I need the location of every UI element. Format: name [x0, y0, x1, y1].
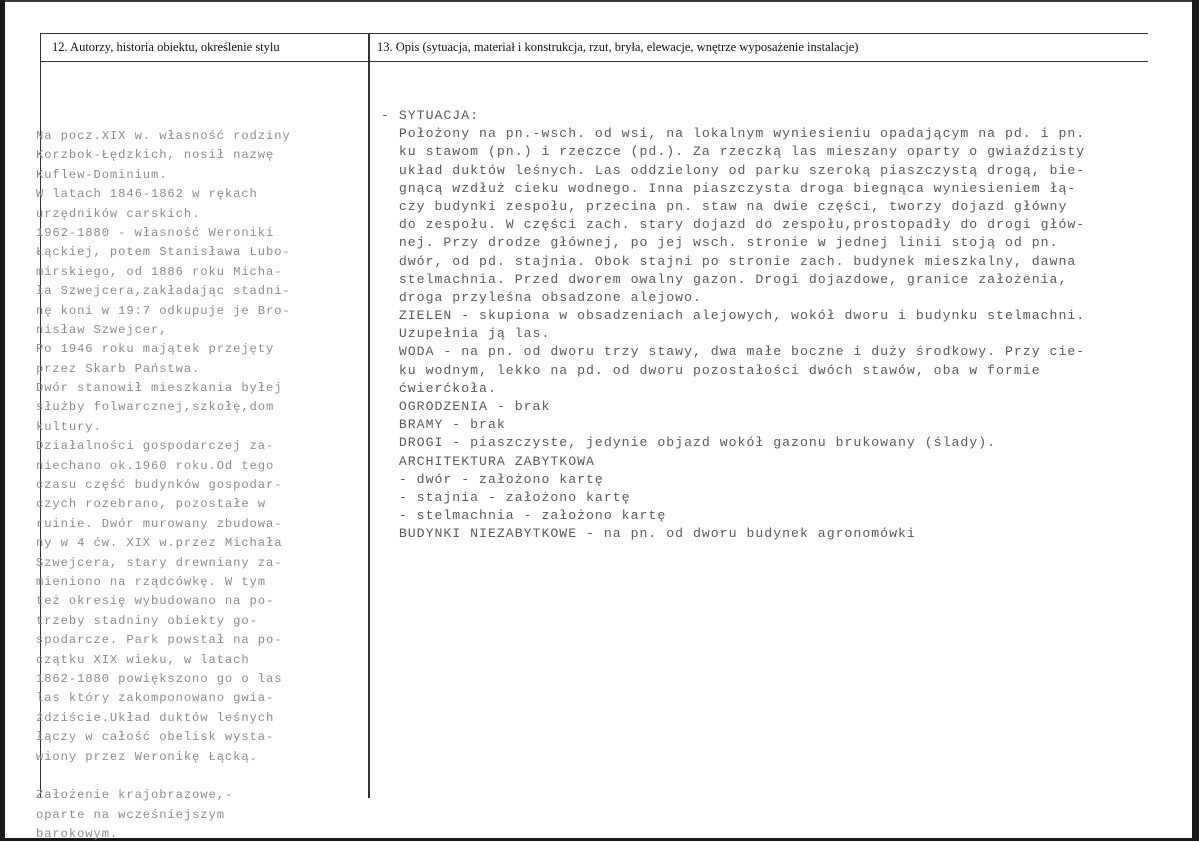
description-line: ARCHITEKTURA ZABYTKOWA — [381, 453, 595, 469]
page-edge-left — [0, 0, 5, 841]
history-line: urzędników carskich. — [36, 206, 201, 221]
history-line: czątku XIX wieku, w latach — [36, 652, 250, 667]
history-line: las który zakomponowano gwia- — [36, 691, 275, 706]
description-line: BUDYNKI NIEZABYTKOWE - na pn. od dworu budynek agronomówki — [381, 526, 916, 542]
description-line: Położony na pn.-wsch. od wsi, na lokalnym wyniesieniu opadającym na pd. i pn. — [381, 126, 1086, 142]
description-line: nej. Przy drodze głównej, po jej wsch. stronie w jednej linii stoją od pn. — [381, 235, 1059, 251]
description-line: do zespołu. W części zach. stary dojazd do zespołu,prostopadły do drogi głów- — [381, 217, 1086, 233]
history-line: Działalności gospodarczej za- — [36, 439, 275, 454]
history-line: ła Szwejcera,zakładając stadni- — [36, 284, 291, 299]
history-line: Na pocz.XIX w. własność rodziny — [36, 129, 291, 143]
description-line: - stajnia - założono kartę — [381, 489, 631, 505]
history-line: ździście.Układ duktów leśnych — [36, 710, 275, 725]
history-line: mieniono na rządcówkę. W tym — [36, 574, 266, 589]
history-line: Po 1946 roku majątek przejęty — [36, 342, 275, 357]
history-line: przez Skarb Państwa. — [36, 361, 201, 376]
history-line: też okresię wybudowano na po- — [36, 594, 275, 609]
column-divider — [368, 33, 370, 798]
history-line: Korzbok-Łędzkich, nosił nazwę — [36, 148, 275, 163]
description-line: ku wodnym, lekko na pd. od dworu pozostałości dwóch stawów, oba w formie — [381, 362, 1041, 378]
form-frame-top — [40, 33, 1148, 34]
description-line: ćwierćkoła. — [381, 380, 497, 396]
history-line: spodarcze. Park powstał na po- — [36, 633, 283, 648]
description-line: stelmachnia. Przed dworem owalny gazon. Drogi dojazdowe, granice założenia, — [381, 271, 1068, 287]
history-line: wiony przez Weronikę Łącką. — [36, 749, 258, 764]
page-edge-top — [0, 0, 1199, 2]
description-line: - dwór - założono kartę — [381, 471, 604, 487]
description-line: droga przyleśna obsadzone alejowo. — [381, 289, 702, 305]
page-edge-right — [1192, 0, 1199, 841]
header-rule — [40, 61, 1148, 62]
description-line: Uzupełnia ją las. — [381, 326, 551, 342]
history-line: łączy w całość obelisk wysta- — [36, 730, 275, 745]
history-line: ruinie. Dwór murowany zbudowa- — [36, 516, 283, 531]
description-line: OGRODZENIA - brak — [381, 399, 551, 414]
style-line: oparte na wcześniejszym — [36, 807, 225, 822]
history-line: ny w 4 ćw. XIX w.przez Michała — [36, 536, 283, 551]
paragraph-gap — [36, 767, 362, 786]
history-line: W latach 1846-1862 w rękach — [36, 187, 258, 202]
history-line: trzeby stadniny obiekty go- — [36, 613, 258, 628]
history-line: czych rozebrano, pozostałe w — [36, 497, 266, 512]
history-line: Kuflew-Dominium. — [36, 167, 168, 182]
history-line: czasu część budynków gospodar- — [36, 478, 283, 493]
style-line: barokowym. — [36, 827, 119, 842]
section-13-description-text — [381, 107, 1181, 544]
history-line: kultury. — [36, 419, 102, 434]
description-line: - stelmachnia - założono kartę — [381, 508, 667, 524]
section-12-history-text — [36, 127, 362, 844]
history-line: służby folwarcznej,szkołę,dom — [36, 400, 275, 415]
history-line: 1862-1880 powiększono go o las — [36, 671, 283, 686]
description-line: - SYTUACJA: — [381, 108, 480, 123]
section-12-header: 12. Autorzy, historia obiektu, określenie stylu — [52, 40, 280, 54]
history-line: Szwejcera, stary drewniany za- — [36, 555, 283, 570]
description-line: ku stawom (pn.) i rzeczce (pd.). Za rzeczką las mieszany oparty o gwiaździsty — [381, 144, 1086, 160]
history-line: 1962-1880 - własność Weroniki — [36, 225, 275, 240]
description-line: WODA - na pn. od dworu trzy stawy, dwa małe boczne i duży środkowy. Przy cie- — [381, 344, 1086, 360]
description-line: gnącą wzdłuż cieku wodnego. Inna piaszczysta droga biegnąca wyniesieniem łą- — [381, 180, 1077, 196]
description-line: DROGI - piaszczyste, jedynie objazd wokół gazonu brukowany (ślady). — [381, 435, 997, 451]
section-13-header: 13. Opis (sytuacja, materiał i konstrukcja, rzut, bryła, elewacje, wnętrze wyposażenie instalacje) — [377, 40, 859, 54]
description-line: ZIELEN - skupiona w obsadzeniach alejowych, wokół dworu i budynku stelmachni. — [381, 308, 1086, 324]
style-line: Założenie krajobrazowe,- — [36, 788, 234, 803]
description-line: BRAMY - brak — [381, 417, 506, 433]
history-line: Łąckiej, potem Stanisława Lubo- — [36, 245, 291, 260]
history-line: nę koni w 19:7 odkupuje je Bro- — [36, 303, 291, 318]
description-line: dwór, od pd. stajnia. Obok stajni po stronie zach. budynek mieszkalny, dawna — [381, 253, 1077, 269]
history-line: niechano ok.1960 roku.Od tego — [36, 458, 275, 473]
history-line: Dwór stanowił mieszkania byłej — [36, 381, 283, 396]
description-line: układ duktów leśnych. Las oddzielony od parku szeroką piaszczystą drogą, bie- — [381, 162, 1086, 178]
description-line: czy budynki zespołu, przecina pn. staw na dwie części, tworzy dojazd główny — [381, 198, 1068, 214]
history-line: mirskiego, od 1886 roku Micha- — [36, 264, 283, 279]
history-line: nisław Szwejcer, — [36, 322, 168, 337]
